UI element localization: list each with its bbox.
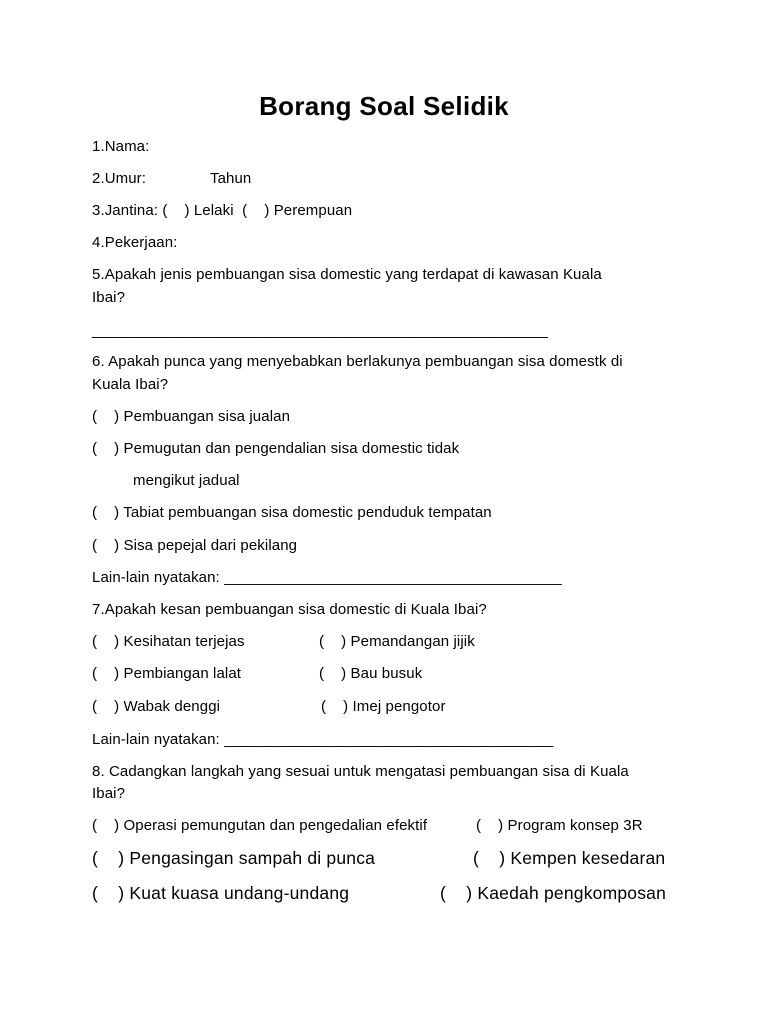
q4-occupation-label: 4.Pekerjaan: — [92, 234, 178, 251]
q8-question-line2: Ibai? — [92, 785, 126, 802]
q8-option: ( ) Program konsep 3R — [476, 817, 643, 834]
q1-name-label: 1.Nama: — [92, 138, 150, 155]
q7-option: ( ) Imej pengotor — [321, 698, 446, 715]
q8-option: ( ) Kaedah pengkomposan — [440, 883, 667, 903]
q5-question-line1: 5.Apakah jenis pembuangan sisa domestic yang terdapat di kawasan Kuala — [92, 266, 602, 283]
q7-option: ( ) Pemandangan jijik — [319, 633, 475, 650]
q7-question: 7.Apakah kesan pembuangan sisa domestic di Kuala Ibai? — [92, 601, 487, 618]
q7-option: ( ) Wabak denggi — [92, 698, 221, 715]
q7-other-line: Lain-lain nyatakan: _______________________________________ — [92, 731, 554, 748]
q7-option: ( ) Bau busuk — [319, 665, 423, 682]
q6-option-continuation: mengikut jadual — [133, 472, 240, 489]
q6-other-line: Lain-lain nyatakan: ________________________________________ — [92, 569, 562, 586]
q6-option: ( ) Pembuangan sisa jualan — [92, 408, 291, 425]
q8-question-line1: 8. Cadangkan langkah yang sesuai untuk mengatasi pembuangan sisa di Kuala — [92, 763, 629, 780]
q8-option: ( ) Pengasingan sampah di punca — [92, 848, 376, 868]
q8-option: ( ) Kuat kuasa undang-undang — [92, 883, 350, 903]
q7-option: ( ) Kesihatan terjejas — [92, 633, 245, 650]
q5-answer-line: ______________________________________________________ — [92, 322, 548, 339]
q6-question-line1: 6. Apakah punca yang menyebabkan berlakunya pembuangan sisa domestk di — [92, 353, 623, 370]
q6-option: ( ) Tabiat pembuangan sisa domestic penduduk tempatan — [92, 504, 492, 521]
q2-age-unit: Tahun — [210, 170, 252, 187]
q6-question-line2: Kuala Ibai? — [92, 376, 169, 393]
q8-option: ( ) Operasi pemungutan dan pengedalian efektif — [92, 817, 428, 834]
q6-option: ( ) Sisa pepejal dari pekilang — [92, 537, 298, 554]
page-title: Borang Soal Selidik — [259, 91, 509, 121]
q7-option: ( ) Pembiangan lalat — [92, 665, 242, 682]
q3-gender-question: 3.Jantina: ( ) Lelaki ( ) Perempuan — [92, 202, 353, 219]
q5-question-line2: Ibai? — [92, 289, 126, 306]
q6-option: ( ) Pemugutan dan pengendalian sisa domestic tidak — [92, 440, 460, 457]
q2-age-label: 2.Umur: — [92, 170, 147, 187]
q8-option: ( ) Kempen kesedaran — [473, 848, 666, 868]
